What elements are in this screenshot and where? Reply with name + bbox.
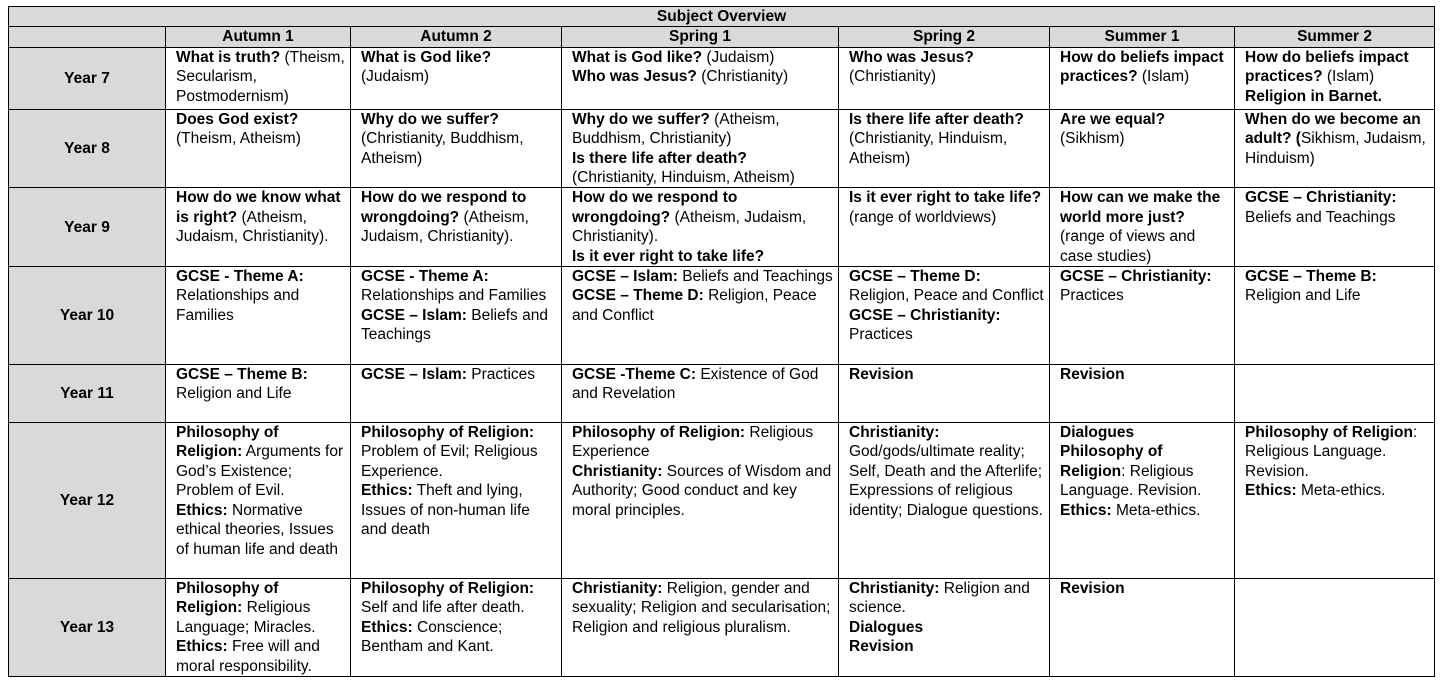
- topic-detail: Beliefs and Teachings: [677, 268, 833, 286]
- topic-heading: How do we respond to wrongdoing?: [361, 189, 527, 226]
- topic-cell: [1235, 47, 1435, 109]
- topic-heading: Christianity:: [572, 462, 663, 480]
- topic-cell: [1050, 47, 1235, 109]
- year-label: Year 13: [9, 579, 166, 677]
- topic-detail: : Religious Language. Revision.: [1245, 424, 1418, 480]
- topic-heading: Revision: [849, 638, 914, 656]
- topic-detail: Religious Experience: [572, 424, 814, 461]
- topic-heading: Philosophy of Religion:: [176, 580, 279, 617]
- topic-heading: Philosophy of Religion:: [361, 424, 535, 442]
- topic-detail: Relationships and Families: [176, 287, 300, 324]
- topic-detail: (Theism, Secularism, Postmodernism): [176, 48, 345, 105]
- topic-detail: Sikhism, Judaism, Hinduism): [1245, 130, 1426, 167]
- topic-cell: [839, 579, 1050, 677]
- term-header: Summer 2: [1235, 27, 1435, 47]
- topic-heading: Christianity:: [572, 580, 663, 598]
- topic-detail: (Judaism): [361, 68, 430, 86]
- year-label: Year 11: [9, 365, 166, 423]
- topic-cell: [562, 188, 839, 267]
- corner-cell: [9, 27, 166, 47]
- topic-heading: Philosophy of Religion:: [361, 580, 535, 598]
- topic-detail: Meta-ethics.: [1296, 482, 1386, 500]
- topic-cell: [1235, 423, 1435, 579]
- topic-heading: How do we know what is right?: [176, 189, 341, 226]
- topic-cell: [839, 109, 1050, 188]
- topic-cell: [562, 579, 839, 677]
- topic-cell: [1235, 365, 1435, 423]
- term-header-row: [9, 27, 1435, 47]
- topic-detail: (Christianity, Hinduism, Atheism): [849, 130, 1008, 167]
- topic-cell: [166, 579, 351, 677]
- topic-cell: [351, 188, 562, 267]
- topic-heading: What is God like?: [572, 48, 703, 66]
- topic-heading: Is there life after death?: [572, 149, 747, 167]
- topic-detail: Religion and Life: [1245, 287, 1361, 305]
- topic-detail: (Atheism, Buddhism, Christianity): [572, 110, 780, 148]
- topic-detail: Arguments for God’s Existence; Problem of Evil.: [176, 443, 344, 500]
- topic-detail: Religion and Life: [176, 385, 292, 403]
- topic-detail: Beliefs and Teachings: [1245, 208, 1396, 226]
- topic-detail: (Christianity, Buddhism, Atheism): [361, 130, 524, 167]
- topic-cell: [839, 267, 1050, 365]
- topic-detail: (Theism, Atheism): [176, 130, 301, 148]
- topic-heading: Is it ever right to take life?: [572, 247, 765, 265]
- topic-cell: [351, 109, 562, 188]
- topic-cell: [166, 267, 351, 365]
- topic-detail: Practices: [466, 366, 536, 384]
- topic-heading: When do we become an adult? (: [1245, 110, 1421, 148]
- topic-detail: Religion, gender and sexuality; Religion and secularisation; Religion and religious pluralism.: [572, 580, 831, 636]
- topic-heading: Revision: [1060, 580, 1125, 598]
- topic-heading: Revision: [1060, 366, 1125, 384]
- topic-detail: Religion and science.: [849, 580, 1030, 617]
- topic-heading: GCSE – Islam:: [361, 366, 467, 384]
- topic-detail: (range of worldviews): [849, 208, 997, 226]
- term-header: Spring 2: [839, 27, 1050, 47]
- title-row: [9, 7, 1435, 27]
- term-header: Autumn 2: [351, 27, 562, 47]
- topic-detail: God/gods/ultimate reality; Self, Death and the Afterlife; Expressions of religious identity; Dialogue questions.: [849, 443, 1043, 519]
- topic-detail: Meta-ethics.: [1111, 501, 1201, 519]
- table-row: [9, 365, 1435, 423]
- topic-detail: (Atheism, Judaism, Christianity).: [361, 208, 529, 246]
- topic-cell: [1050, 109, 1235, 188]
- topic-detail: Normative ethical theories, Issues of human life and death: [176, 501, 339, 558]
- topic-detail: (range of views and case studies): [1060, 228, 1196, 265]
- topic-heading: Are we equal?: [1060, 110, 1166, 128]
- topic-cell: [351, 267, 562, 365]
- topic-cell: [1235, 579, 1435, 677]
- topic-cell: [839, 188, 1050, 267]
- table-row: [9, 579, 1435, 677]
- topic-cell: [562, 423, 839, 579]
- topic-cell: [351, 47, 562, 109]
- topic-heading: GCSE – Theme D:: [849, 268, 981, 286]
- topic-heading: GCSE - Theme A:: [176, 268, 304, 286]
- topic-heading: How do we respond to wrongdoing?: [572, 189, 738, 226]
- topic-detail: Existence of God and Revelation: [572, 366, 819, 403]
- topic-heading: GCSE – Theme B:: [176, 366, 308, 384]
- table-title: Subject Overview: [9, 7, 1435, 27]
- topic-heading: How do beliefs impact practices?: [1060, 48, 1224, 86]
- topic-cell: [1050, 188, 1235, 267]
- topic-cell: [166, 423, 351, 579]
- topic-heading: Philosophy of Religion:: [176, 424, 279, 461]
- topic-cell: [1235, 109, 1435, 188]
- year-label: Year 10: [9, 267, 166, 365]
- topic-detail: Sources of Wisdom and Authority; Good conduct and key moral principles.: [572, 462, 832, 519]
- topic-heading: Religion in Barnet.: [1245, 87, 1382, 105]
- topic-heading: Philosophy of Religion:: [572, 424, 746, 442]
- topic-cell: [1050, 267, 1235, 365]
- topic-cell: [166, 188, 351, 267]
- topic-detail: (Islam): [1137, 68, 1190, 86]
- topic-heading: Why do we suffer?: [361, 110, 499, 128]
- topic-cell: [1235, 188, 1435, 267]
- topic-detail: Religion, Peace and Conflict: [849, 287, 1044, 305]
- table-row: [9, 47, 1435, 109]
- topic-heading: Ethics:: [361, 482, 413, 500]
- topic-heading: Dialogues: [1060, 424, 1135, 442]
- topic-detail: Religious Language; Miracles.: [176, 599, 316, 636]
- topic-heading: Christianity:: [849, 580, 940, 598]
- topic-heading: Ethics:: [1060, 501, 1112, 519]
- topic-detail: Religion, Peace and Conflict: [572, 287, 817, 324]
- table-row: [9, 188, 1435, 267]
- topic-detail: Practices: [849, 326, 913, 344]
- topic-detail: Relationships and Families: [361, 287, 547, 305]
- year-label: Year 7: [9, 47, 166, 109]
- topic-cell: [562, 109, 839, 188]
- topic-cell: [839, 365, 1050, 423]
- table-row: [9, 267, 1435, 365]
- topic-heading: Who was Jesus?: [849, 48, 974, 66]
- topic-cell: [839, 47, 1050, 109]
- topic-detail: (Sikhism): [1060, 130, 1125, 148]
- topic-detail: Free will and moral responsibility.: [176, 638, 320, 675]
- topic-heading: GCSE – Theme B:: [1245, 268, 1377, 286]
- topic-heading: Who was Jesus?: [572, 68, 697, 86]
- topic-detail: (Atheism, Judaism, Christianity).: [572, 208, 807, 246]
- topic-cell: [1050, 365, 1235, 423]
- topic-heading: What is truth?: [176, 48, 281, 66]
- topic-detail: Theft and lying, Issues of non-human life and death: [361, 482, 530, 539]
- topic-cell: [562, 365, 839, 423]
- topic-detail: Self and life after death.: [361, 599, 525, 617]
- topic-detail: Practices: [1060, 287, 1124, 305]
- year-label: Year 12: [9, 423, 166, 579]
- topic-heading: Ethics:: [361, 618, 413, 636]
- term-header: Autumn 1: [166, 27, 351, 47]
- topic-heading: GCSE - Theme A:: [361, 268, 489, 286]
- topic-heading: Christianity:: [849, 424, 940, 442]
- topic-cell: [562, 47, 839, 109]
- topic-cell: [839, 423, 1050, 579]
- subject-overview-table: [8, 6, 1435, 677]
- topic-detail: Problem of Evil; Religious Experience.: [361, 443, 538, 480]
- topic-heading: Is there life after death?: [849, 110, 1024, 128]
- topic-heading: GCSE – Islam:: [572, 268, 678, 286]
- topic-heading: Ethics:: [176, 638, 228, 656]
- topic-heading: Philosophy of Religion: [1060, 443, 1163, 480]
- topic-cell: [351, 423, 562, 579]
- topic-heading: How do beliefs impact practices?: [1245, 48, 1409, 86]
- term-header: Summer 1: [1050, 27, 1235, 47]
- topic-detail: (Christianity): [849, 68, 936, 86]
- topic-heading: Does God exist?: [176, 110, 299, 128]
- topic-heading: Ethics:: [1245, 482, 1297, 500]
- table-row: [9, 109, 1435, 188]
- table-body: [9, 47, 1435, 676]
- topic-cell: [166, 47, 351, 109]
- topic-cell: [351, 579, 562, 677]
- topic-cell: [1050, 579, 1235, 677]
- topic-cell: [562, 267, 839, 365]
- topic-heading: Philosophy of Religion: [1245, 424, 1413, 442]
- topic-detail: (Judaism): [702, 48, 775, 66]
- topic-heading: GCSE – Islam:: [361, 306, 467, 324]
- topic-heading: How can we make the world more just?: [1060, 189, 1221, 226]
- topic-heading: GCSE – Christianity:: [1245, 189, 1397, 207]
- topic-heading: Dialogues: [849, 618, 924, 636]
- topic-detail: (Christianity): [696, 68, 789, 86]
- topic-cell: [166, 365, 351, 423]
- topic-heading: GCSE – Christianity:: [849, 306, 1001, 324]
- topic-detail: Conscience; Bentham and Kant.: [361, 618, 503, 656]
- topic-heading: What is God like?: [361, 48, 492, 66]
- topic-detail: (Christianity, Hinduism, Atheism): [572, 169, 795, 187]
- topic-heading: Ethics:: [176, 501, 228, 519]
- topic-heading: Is it ever right to take life?: [849, 189, 1042, 207]
- topic-cell: [1050, 423, 1235, 579]
- topic-cell: [1235, 267, 1435, 365]
- term-header: Spring 1: [562, 27, 839, 47]
- topic-heading: GCSE – Theme D:: [572, 287, 704, 305]
- subject-overview-page: [8, 6, 1434, 674]
- topic-cell: [351, 365, 562, 423]
- topic-detail: (Atheism, Judaism, Christianity).: [176, 208, 329, 246]
- topic-heading: GCSE – Christianity:: [1060, 268, 1212, 286]
- topic-detail: Beliefs and Teachings: [361, 306, 548, 344]
- topic-heading: Why do we suffer?: [572, 110, 710, 128]
- year-label: Year 9: [9, 188, 166, 267]
- table-row: [9, 423, 1435, 579]
- topic-heading: GCSE -Theme C:: [572, 366, 697, 384]
- topic-heading: Revision: [849, 366, 914, 384]
- topic-cell: [166, 109, 351, 188]
- topic-detail: (Islam): [1322, 68, 1375, 86]
- topic-detail: : Religious Language. Revision.: [1060, 462, 1202, 500]
- year-label: Year 8: [9, 109, 166, 188]
